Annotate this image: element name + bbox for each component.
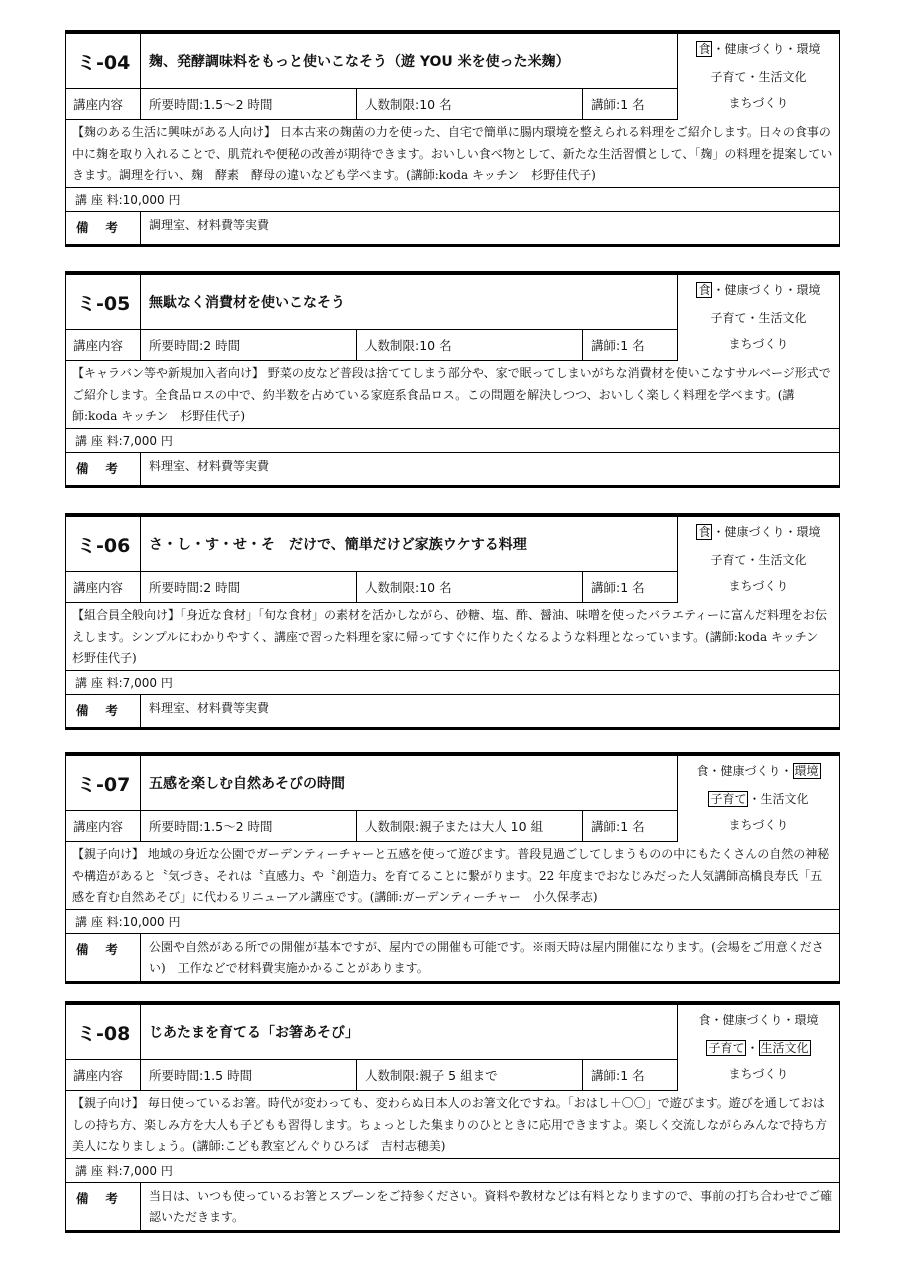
note-label: 備 考 bbox=[66, 695, 141, 727]
course-title: 無駄なく消費材を使いこなそう bbox=[149, 295, 345, 311]
category-food-selected: 食 bbox=[698, 283, 711, 297]
course-code: ミ-08 bbox=[66, 1005, 141, 1059]
course-note-row bbox=[66, 453, 839, 485]
category-env: 環境 bbox=[796, 525, 821, 539]
course-description: 【親子向け】 地域の身近な公園でガーデンティーチャーと五感を使って遊びます。普段見過ごしてしまうものの中にもたくさんの自然の神秘や構造があると〝気づき〟それは〝直感力〟や〝創造力〟を育てることに繋がります。22 年度までおなじみだった人気講師高橋良寿氏「五感を育む自然あそび」に代わるリニューアル講座です。(講師:ガーデンティーチャー 小久保孝志) bbox=[66, 842, 839, 910]
course-description: 【キャラバン等や新規加入者向け】 野菜の皮など普段は捨ててしまう部分や、家で眠ってしまいがちな消費材を使いこなすサルベージ形式でご紹介します。全食品ロスの中で、約半数を占めている家庭系食品ロス。この問題を解決しつつ、おいしく楽しく料理を学べます。(講師:koda キッチン 杉野佳代子) bbox=[66, 361, 839, 429]
capacity: 人数制限:親子 5 組まで bbox=[357, 1060, 583, 1090]
duration: 所要時間:1.5 時間 bbox=[141, 1060, 357, 1090]
course-note: 料理室、材料費等実費 bbox=[149, 459, 270, 473]
category-life: 生活文化 bbox=[758, 70, 807, 84]
category-env: 環境 bbox=[796, 42, 821, 56]
note-label: 備 考 bbox=[66, 1183, 141, 1230]
course-mi-04 bbox=[65, 30, 840, 247]
note-label: 備 考 bbox=[66, 212, 141, 244]
category-child: 子育て bbox=[710, 311, 747, 325]
course-code: ミ-05 bbox=[66, 275, 141, 329]
course-fee: 講 座 料:7,000 円 bbox=[66, 671, 839, 695]
instructor-count: 講師:1 名 bbox=[591, 819, 645, 834]
content-label: 講座内容 bbox=[66, 89, 141, 119]
category-separator: ・ bbox=[746, 311, 759, 325]
category-separator: ・ bbox=[746, 70, 759, 84]
instructor-count: 講師:1 名 bbox=[591, 580, 645, 595]
category-separator: ・ bbox=[746, 553, 759, 567]
duration: 所要時間:2 時間 bbox=[141, 330, 357, 360]
category-town: まちづくり bbox=[728, 579, 789, 593]
course-mi-06 bbox=[65, 513, 840, 730]
note-label: 備 考 bbox=[66, 934, 141, 981]
category-env: 環境 bbox=[794, 1013, 819, 1027]
category-life-selected: 生活文化 bbox=[760, 1041, 809, 1055]
category-health: ・健康づくり・ bbox=[712, 42, 797, 56]
category-separator: ・ bbox=[746, 1041, 759, 1055]
category-health: ・健康づくり・ bbox=[712, 525, 797, 539]
course-title: じあたまを育てる「お箸あそび」 bbox=[149, 1025, 359, 1041]
course-mi-07 bbox=[65, 752, 840, 984]
course-description: 【親子向け】 毎日使っているお箸。時代が変わっても、変わらぬ日本人のお箸文化ですね。「おはし＋〇〇」で遊びます。遊びを通しておはしの持ち方、楽しみ方を大人も子どもも習得します。ちょっとした集まりのひとときに応用できますよ。楽しく交流しながらみんなで持ち方美人になりましょう。(講師:こども教室どんぐりひろば 吉村志穂美) bbox=[66, 1091, 839, 1159]
course-note: 当日は、いつも使っているお箸とスプーンをご持参ください。資料や教材などは有料となりますので、事前の打ち合わせでご確認いただきます。 bbox=[149, 1189, 833, 1224]
instructor-count: 講師:1 名 bbox=[591, 97, 645, 112]
course-note-row bbox=[66, 695, 839, 727]
course-mi-05 bbox=[65, 271, 840, 488]
category-panel bbox=[677, 275, 839, 361]
course-description: 【組合員全般向け】「身近な食材」「旬な食材」の素材を活かしながら、砂糖、塩、酢、醤油、味噌を使ったバラエティーに富んだ料理をお伝えします。シンプルにわかりやすく、講座で習った料理を家に帰ってすぐに作りたくなるような料理となっています。(講師:koda キッチン 杉野佳代子) bbox=[66, 603, 839, 671]
course-title: さ・し・す・せ・そ だけで、簡単だけど家族ウケする料理 bbox=[149, 537, 527, 553]
category-food: 食 bbox=[698, 1013, 711, 1027]
category-panel bbox=[677, 1005, 839, 1091]
category-env-selected: 環境 bbox=[794, 764, 819, 778]
category-separator: ・ bbox=[748, 792, 761, 806]
course-note-row bbox=[66, 934, 839, 981]
course-title: 五感を楽しむ自然あそびの時間 bbox=[149, 776, 345, 792]
category-life: 生活文化 bbox=[758, 311, 807, 325]
category-town: まちづくり bbox=[728, 1067, 789, 1081]
category-town: まちづくり bbox=[728, 818, 789, 832]
note-label: 備 考 bbox=[66, 453, 141, 485]
category-env: 環境 bbox=[796, 283, 821, 297]
capacity: 人数制限:10 名 bbox=[357, 572, 583, 602]
category-panel bbox=[677, 34, 839, 120]
category-town: まちづくり bbox=[728, 337, 789, 351]
content-label: 講座内容 bbox=[66, 330, 141, 360]
category-child: 子育て bbox=[710, 553, 747, 567]
course-description: 【麹のある生活に興味がある人向け】 日本古来の麹菌の力を使った、自宅で簡単に腸内環境を整えられる料理をご紹介します。日々の食事の中に麹を取り入れることで、肌荒れや便秘の改善が期待できます。おいしい食べ物として、新たな生活習慣として、「麹」の料理を提案していきます。調理を行い、麹 酵素 酵母の違いなども学べます。(講師:koda キッチン 杉野佳代子) bbox=[66, 120, 839, 188]
course-code: ミ-04 bbox=[66, 34, 141, 88]
duration: 所要時間:1.5〜2 時間 bbox=[141, 811, 357, 841]
duration: 所要時間:1.5〜2 時間 bbox=[141, 89, 357, 119]
category-child: 子育て bbox=[710, 70, 747, 84]
content-label: 講座内容 bbox=[66, 811, 141, 841]
category-health: ・健康づくり・ bbox=[710, 1013, 795, 1027]
course-fee: 講 座 料:10,000 円 bbox=[66, 188, 839, 212]
instructor-count: 講師:1 名 bbox=[591, 1068, 645, 1083]
course-fee: 講 座 料:7,000 円 bbox=[66, 1159, 839, 1183]
category-health: ・健康づくり・ bbox=[708, 764, 793, 778]
category-town: まちづくり bbox=[728, 96, 789, 110]
content-label: 講座内容 bbox=[66, 572, 141, 602]
category-panel bbox=[677, 756, 839, 842]
capacity: 人数制限:親子または大人 10 組 bbox=[357, 811, 583, 841]
course-note-row bbox=[66, 212, 839, 244]
category-food: 食 bbox=[696, 764, 709, 778]
course-code: ミ-06 bbox=[66, 517, 141, 571]
course-code: ミ-07 bbox=[66, 756, 141, 810]
course-note: 調理室、材料費等実費 bbox=[149, 218, 270, 232]
category-panel bbox=[677, 517, 839, 603]
instructor-count: 講師:1 名 bbox=[591, 338, 645, 353]
course-title: 麹、発酵調味料をもっと使いこなそう（遊 YOU 米を使った米麹） bbox=[149, 54, 570, 70]
course-fee: 講 座 料:7,000 円 bbox=[66, 429, 839, 453]
content-label: 講座内容 bbox=[66, 1060, 141, 1090]
duration: 所要時間:2 時間 bbox=[141, 572, 357, 602]
category-food-selected: 食 bbox=[698, 525, 711, 539]
course-note-row bbox=[66, 1183, 839, 1230]
course-note: 公園や自然がある所での開催が基本ですが、屋内での開催も可能です。※雨天時は屋内開催になります。(会場をご用意ください) 工作などで材料費実施かかることがあります。 bbox=[149, 940, 824, 975]
capacity: 人数制限:10 名 bbox=[357, 89, 583, 119]
course-fee: 講 座 料:10,000 円 bbox=[66, 910, 839, 934]
capacity: 人数制限:10 名 bbox=[357, 330, 583, 360]
category-child-selected: 子育て bbox=[710, 792, 747, 806]
category-food-selected: 食 bbox=[698, 42, 711, 56]
course-note: 料理室、材料費等実費 bbox=[149, 701, 270, 715]
category-life: 生活文化 bbox=[760, 792, 809, 806]
course-mi-08 bbox=[65, 1001, 840, 1233]
category-health: ・健康づくり・ bbox=[712, 283, 797, 297]
category-child-selected: 子育て bbox=[708, 1041, 745, 1055]
category-life: 生活文化 bbox=[758, 553, 807, 567]
